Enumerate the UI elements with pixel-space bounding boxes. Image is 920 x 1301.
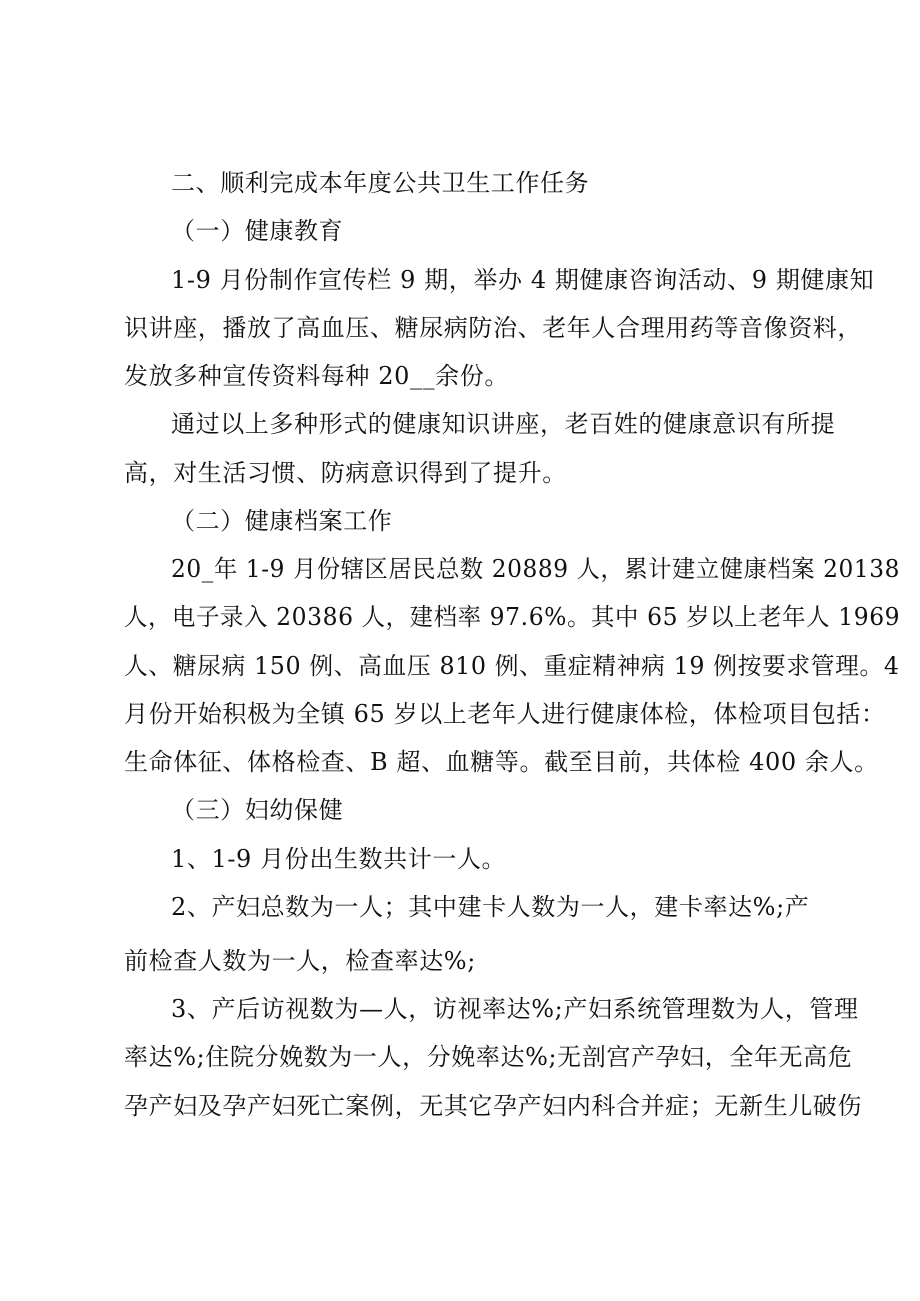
subsection-heading-health-education: （一）健康教育 — [171, 217, 344, 245]
paragraph-line: 生命体征、体格检查、B 超、血糖等。截至目前，共体检 400 余人。 — [124, 748, 879, 776]
list-item-continuation: 率达%;住院分娩数为一人，分娩率达%;无剖宫产孕妇，全年无高危 — [124, 1043, 853, 1071]
list-item: 1、1-9 月份出生数共计一人。 — [171, 845, 507, 873]
list-item: 2、产妇总数为一人；其中建卡人数为一人，建卡率达%;产 — [171, 893, 810, 921]
subsection-heading-maternal-child: （三）妇幼保健 — [171, 796, 344, 824]
paragraph-line: 人，电子录入 20386 人，建档率 97.6%。其中 65 岁以上老年人 1969 — [124, 603, 901, 631]
paragraph-line: 通过以上多种形式的健康知识讲座，老百姓的健康意识有所提 — [171, 410, 836, 438]
subsection-heading-health-records: （二）健康档案工作 — [171, 507, 393, 535]
list-item-continuation: 孕产妇及孕产妇死亡案例，无其它孕产妇内科合并症；无新生儿破伤 — [124, 1092, 862, 1120]
list-item: 3、产后访视数为—人，访视率达%;产妇系统管理数为人，管理 — [171, 995, 859, 1023]
paragraph-line: 人、糖尿病 150 例、高血压 810 例、重症精神病 19 例按要求管理。4 — [124, 652, 900, 680]
paragraph-line: 1-9 月份制作宣传栏 9 期，举办 4 期健康咨询活动、9 期健康知 — [171, 266, 875, 294]
section-heading: 二、顺利完成本年度公共卫生工作任务 — [171, 169, 590, 197]
paragraph-line: 高，对生活习惯、防病意识得到了提升。 — [124, 459, 567, 487]
paragraph-line: 20_年 1-9 月份辖区居民总数 20889 人，累计建立健康档案 20138 — [171, 555, 901, 583]
paragraph-line: 识讲座，播放了高血压、糖尿病防治、老年人合理用药等音像资料， — [124, 314, 862, 342]
paragraph-line: 月份开始积极为全镇 65 岁以上老年人进行健康体检，体检项目包括： — [124, 700, 886, 728]
list-item-continuation: 前检查人数为一人，检查率达%; — [124, 947, 476, 975]
paragraph-line: 发放多种宣传资料每种 20__余份。 — [124, 362, 509, 390]
